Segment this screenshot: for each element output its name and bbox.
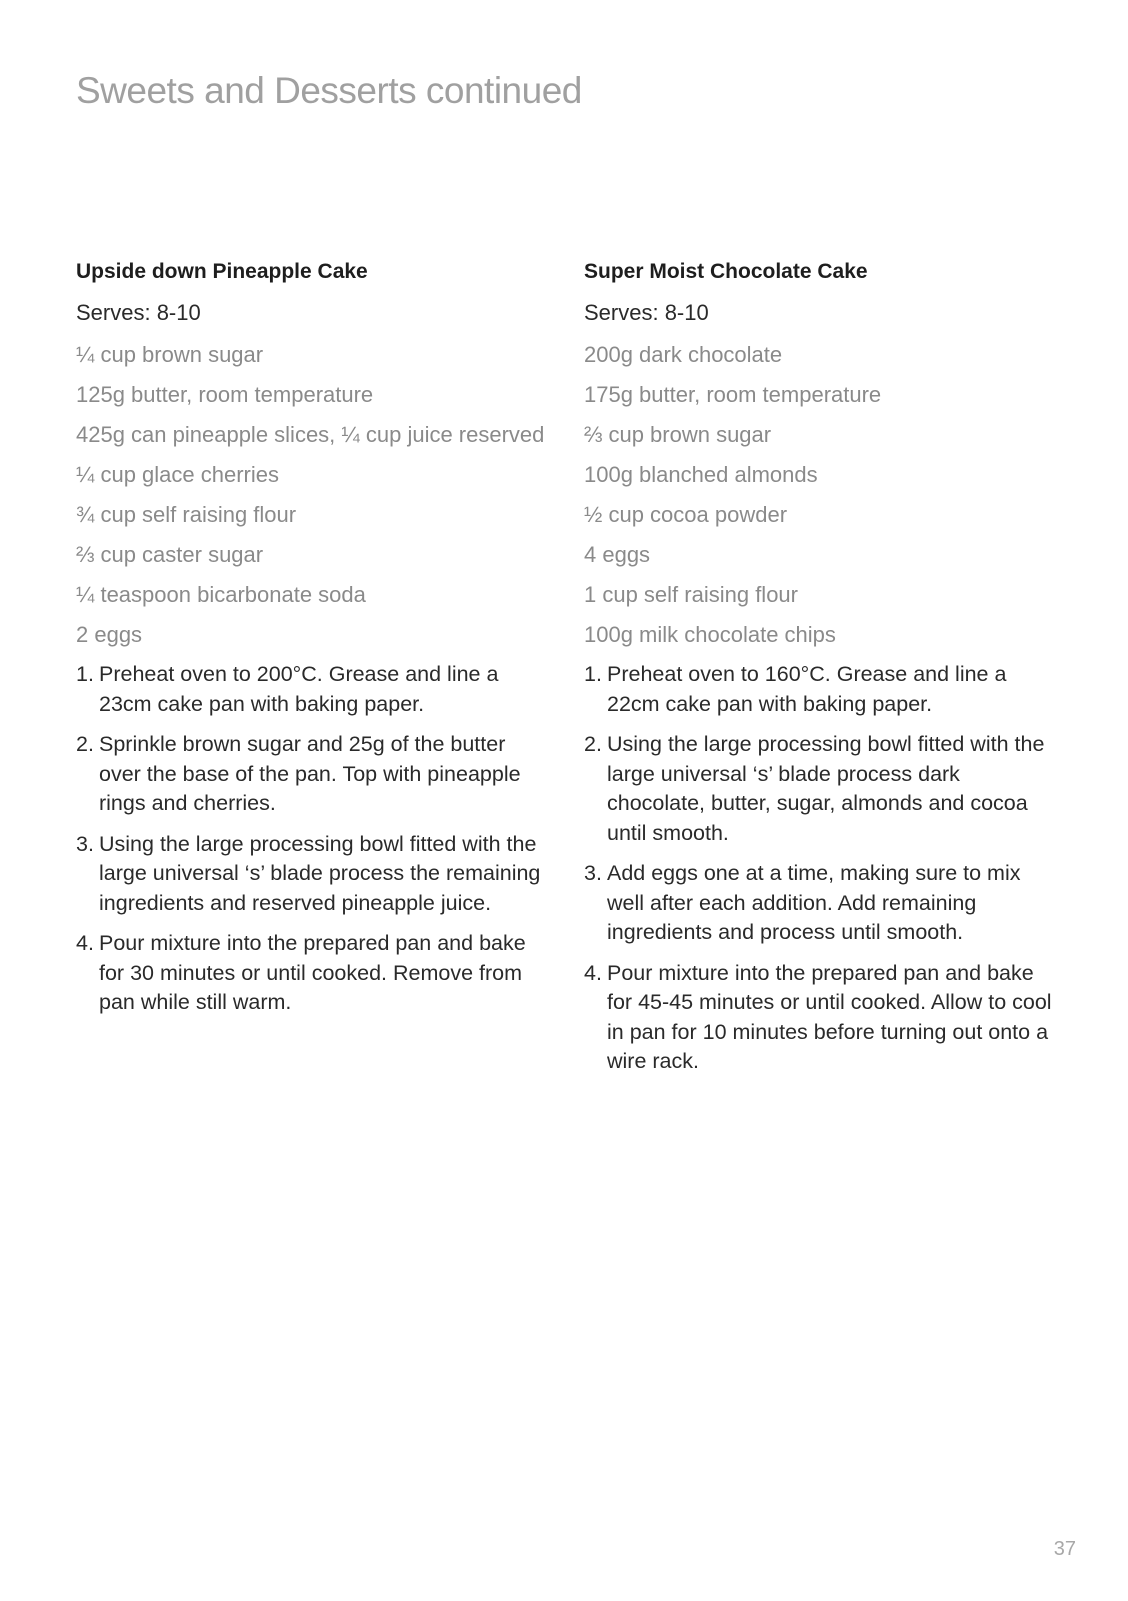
step-text: Preheat oven to 160°C. Grease and line a 22cm cake pan with baking paper. bbox=[607, 662, 1007, 716]
step-number: 2. bbox=[76, 732, 94, 756]
serves-text: Serves: 8-10 bbox=[584, 300, 709, 325]
recipe-title: Super Moist Chocolate Cake bbox=[584, 260, 868, 283]
method-step bbox=[76, 929, 546, 1018]
serves-text: Serves: 8-10 bbox=[76, 300, 201, 325]
ingredient-item: ¼ cup glace cherries bbox=[76, 462, 279, 487]
step-number: 4. bbox=[584, 960, 602, 985]
method-step bbox=[76, 730, 546, 819]
step-number: 3. bbox=[584, 861, 602, 885]
step-number: 1. bbox=[76, 662, 94, 686]
method-steps bbox=[76, 660, 546, 1018]
method-step bbox=[584, 660, 1054, 719]
ingredient-item: ⅔ cup brown sugar bbox=[584, 422, 772, 447]
ingredient-item: 4 eggs bbox=[584, 542, 651, 567]
page-number: 37 bbox=[1053, 1538, 1076, 1560]
ingredient-item: 100g blanched almonds bbox=[584, 462, 818, 487]
step-text: Preheat oven to 200°C. Grease and line a 23cm cake pan with baking paper. bbox=[99, 662, 499, 716]
step-text: Pour mixture into the prepared pan and bake for 30 minutes or until cooked. Remove from pan while still warm. bbox=[99, 931, 526, 1014]
step-text: Using the large processing bowl fitted with the large universal ‘s’ blade process dark chocolate, butter, sugar, almonds and cocoa until smooth. bbox=[607, 732, 1045, 845]
page-title: Sweets and Desserts continued bbox=[76, 70, 582, 111]
step-number: 4. bbox=[76, 931, 94, 955]
step-text: Add eggs one at a time, making sure to mix well after each addition. Add remaining ingredients and process until smooth. bbox=[607, 861, 1021, 944]
ingredient-item: ½ cup cocoa powder bbox=[584, 502, 788, 527]
ingredient-item: 2 eggs bbox=[76, 622, 143, 647]
method-step bbox=[584, 959, 1054, 1077]
method-step bbox=[584, 730, 1054, 848]
step-text: Using the large processing bowl fitted with the large universal ‘s’ blade process the remaining ingredients and reserved pineapple juice. bbox=[99, 831, 541, 915]
ingredient-list bbox=[76, 340, 546, 649]
step-number: 2. bbox=[584, 732, 602, 756]
ingredient-item: 125g butter, room temperature bbox=[76, 382, 374, 407]
ingredient-item: ¼ cup brown sugar bbox=[76, 342, 264, 367]
step-number: 3. bbox=[76, 831, 94, 856]
recipe-title: Upside down Pineapple Cake bbox=[76, 260, 368, 283]
method-step bbox=[76, 830, 546, 919]
ingredient-item: 100g milk chocolate chips bbox=[584, 622, 836, 647]
recipe-pineapple-cake bbox=[76, 259, 546, 1029]
method-steps bbox=[584, 660, 1054, 1077]
ingredient-item: 425g can pineapple slices, ¼ cup juice reserved bbox=[76, 422, 545, 447]
ingredient-item: ⅔ cup caster sugar bbox=[76, 542, 264, 567]
ingredient-item: 1 cup self raising flour bbox=[584, 582, 798, 607]
step-text: Sprinkle brown sugar and 25g of the butter over the base of the pan. Top with pineapple rings and cherries. bbox=[99, 732, 521, 815]
ingredient-item: 200g dark chocolate bbox=[584, 342, 783, 367]
step-text: Pour mixture into the prepared pan and bake for 45-45 minutes or until cooked. Allow to cool in pan for 10 minutes before turning out onto a wire rack. bbox=[607, 960, 1052, 1073]
ingredient-item: ¼ teaspoon bicarbonate soda bbox=[76, 582, 366, 607]
ingredient-item: ¾ cup self raising flour bbox=[76, 502, 297, 527]
method-step bbox=[76, 660, 546, 719]
ingredient-list bbox=[584, 340, 1054, 649]
recipe-chocolate-cake bbox=[584, 259, 1054, 1088]
ingredient-item: 175g butter, room temperature bbox=[584, 382, 882, 407]
step-number: 1. bbox=[584, 662, 602, 686]
method-step bbox=[584, 859, 1054, 948]
